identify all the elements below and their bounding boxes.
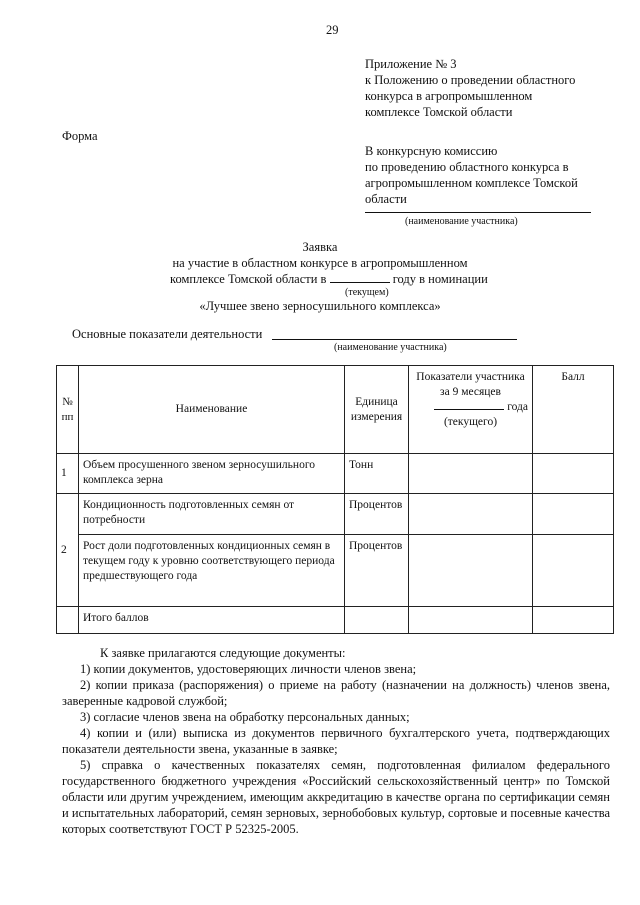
row-value-cell — [409, 535, 533, 607]
documents-block — [62, 645, 610, 837]
row-name: Кондиционность подготовленных семян от потребности — [79, 494, 345, 535]
application-title: Заявка — [302, 240, 338, 254]
header-indicators-text: Показатели участника за 9 месяцев — [416, 371, 525, 398]
row-name: Итого баллов — [79, 607, 345, 634]
documents-item: 4) копии и (или) выписка из документов первичного бухгалтерского учета, подтверждающих показатели деятельности звена, указанные в заявке; — [62, 726, 610, 756]
header-name: Наименование — [79, 366, 345, 454]
page-number: 29 — [326, 23, 339, 37]
table-row — [57, 535, 614, 607]
current-caption: (текущем) — [345, 287, 389, 298]
participant-name-caption: (наименование участника) — [405, 216, 518, 227]
row-unit — [345, 607, 409, 634]
year-blank-line — [330, 282, 390, 283]
form-label: Форма — [62, 129, 98, 143]
appendix-line: Приложение № 3 — [365, 57, 457, 71]
nomination-title: «Лучшее звено зерносушильного комплекса» — [199, 299, 441, 313]
row-unit: Процентов — [345, 494, 409, 535]
documents-item: 1) копии документов, удостоверяющих личности членов звена; — [80, 662, 417, 676]
header-indicators — [409, 366, 533, 454]
table-header-row — [57, 366, 614, 454]
addressee-line: В конкурсную комиссию — [365, 144, 498, 158]
addressee-line: по проведению областного конкурса в — [365, 160, 569, 174]
addressee-line: агропромышленном комплексе Томской — [365, 176, 578, 190]
row-num — [57, 607, 79, 634]
row-name: Рост доли подготовленных кондиционных семян в текущем году к уровню соответствующего периода предшествующего года — [79, 535, 345, 607]
addressee-line: области — [365, 192, 407, 206]
row-unit: Тонн — [345, 454, 409, 494]
row-score-cell — [533, 454, 614, 494]
appendix-line: конкурса в агропромышленном — [365, 89, 533, 103]
row-score-cell — [533, 494, 614, 535]
addressee-block — [365, 143, 578, 207]
indicators-table — [56, 365, 614, 634]
appendix-line: комплексе Томской области — [365, 105, 513, 119]
table-row — [57, 494, 614, 535]
header-unit: Единица измерения — [345, 366, 409, 454]
indicators-caption: (наименование участника) — [334, 342, 447, 353]
row-value-cell — [409, 454, 533, 494]
appendix-line: к Положению о проведении областного — [365, 73, 576, 87]
row-value-cell — [409, 494, 533, 535]
header-score: Балл — [533, 366, 614, 454]
row-score-cell — [533, 535, 614, 607]
table-row — [57, 454, 614, 494]
documents-item: 3) согласие членов звена на обработку персональных данных; — [80, 710, 410, 724]
indicators-name-line — [272, 339, 517, 340]
row-value-cell — [409, 607, 533, 634]
indicators-label: Основные показатели деятельности — [72, 327, 263, 341]
application-line — [170, 271, 488, 287]
row-num: 1 — [57, 454, 79, 494]
application-text: комплексе Томской области в — [170, 272, 327, 286]
application-text: году в номинации — [392, 272, 488, 286]
header-indicators-year — [413, 400, 528, 415]
row-unit: Процентов — [345, 535, 409, 607]
row-name: Объем просушенного звеном зерносушильного комплекса зерна — [79, 454, 345, 494]
year-blank-line — [434, 409, 504, 410]
header-num: № пп — [57, 366, 79, 454]
application-line: на участие в областном конкурсе в агропромышленном — [172, 256, 468, 270]
documents-intro: К заявке прилагаются следующие документы: — [100, 646, 346, 660]
header-year-label: года — [507, 401, 528, 413]
table-row — [57, 607, 614, 634]
header-indicators-current: (текущего) — [443, 416, 498, 428]
row-num: 2 — [57, 494, 79, 607]
documents-item: 2) копии приказа (распоряжения) о приеме на работу (назначении на должность) членов звена, заверенные кадровой службой; — [62, 678, 610, 708]
row-score-cell — [533, 607, 614, 634]
participant-name-line — [365, 212, 591, 213]
documents-item: 5) справка о качественных показателях семян, подготовленная филиалом федерального государственного бюджетного учреждения «Российский сельскохозяйственный центр» по Томской области или другим учреждением, имеющим аккредитацию в качестве органа по сертификации семян и испытательных лабораторий, семян зерновых, зернобобовых культур, сортовые и посевные качества которых соответствуют ГОСТ Р 52325-2005. — [62, 758, 610, 836]
appendix-block — [365, 56, 575, 120]
